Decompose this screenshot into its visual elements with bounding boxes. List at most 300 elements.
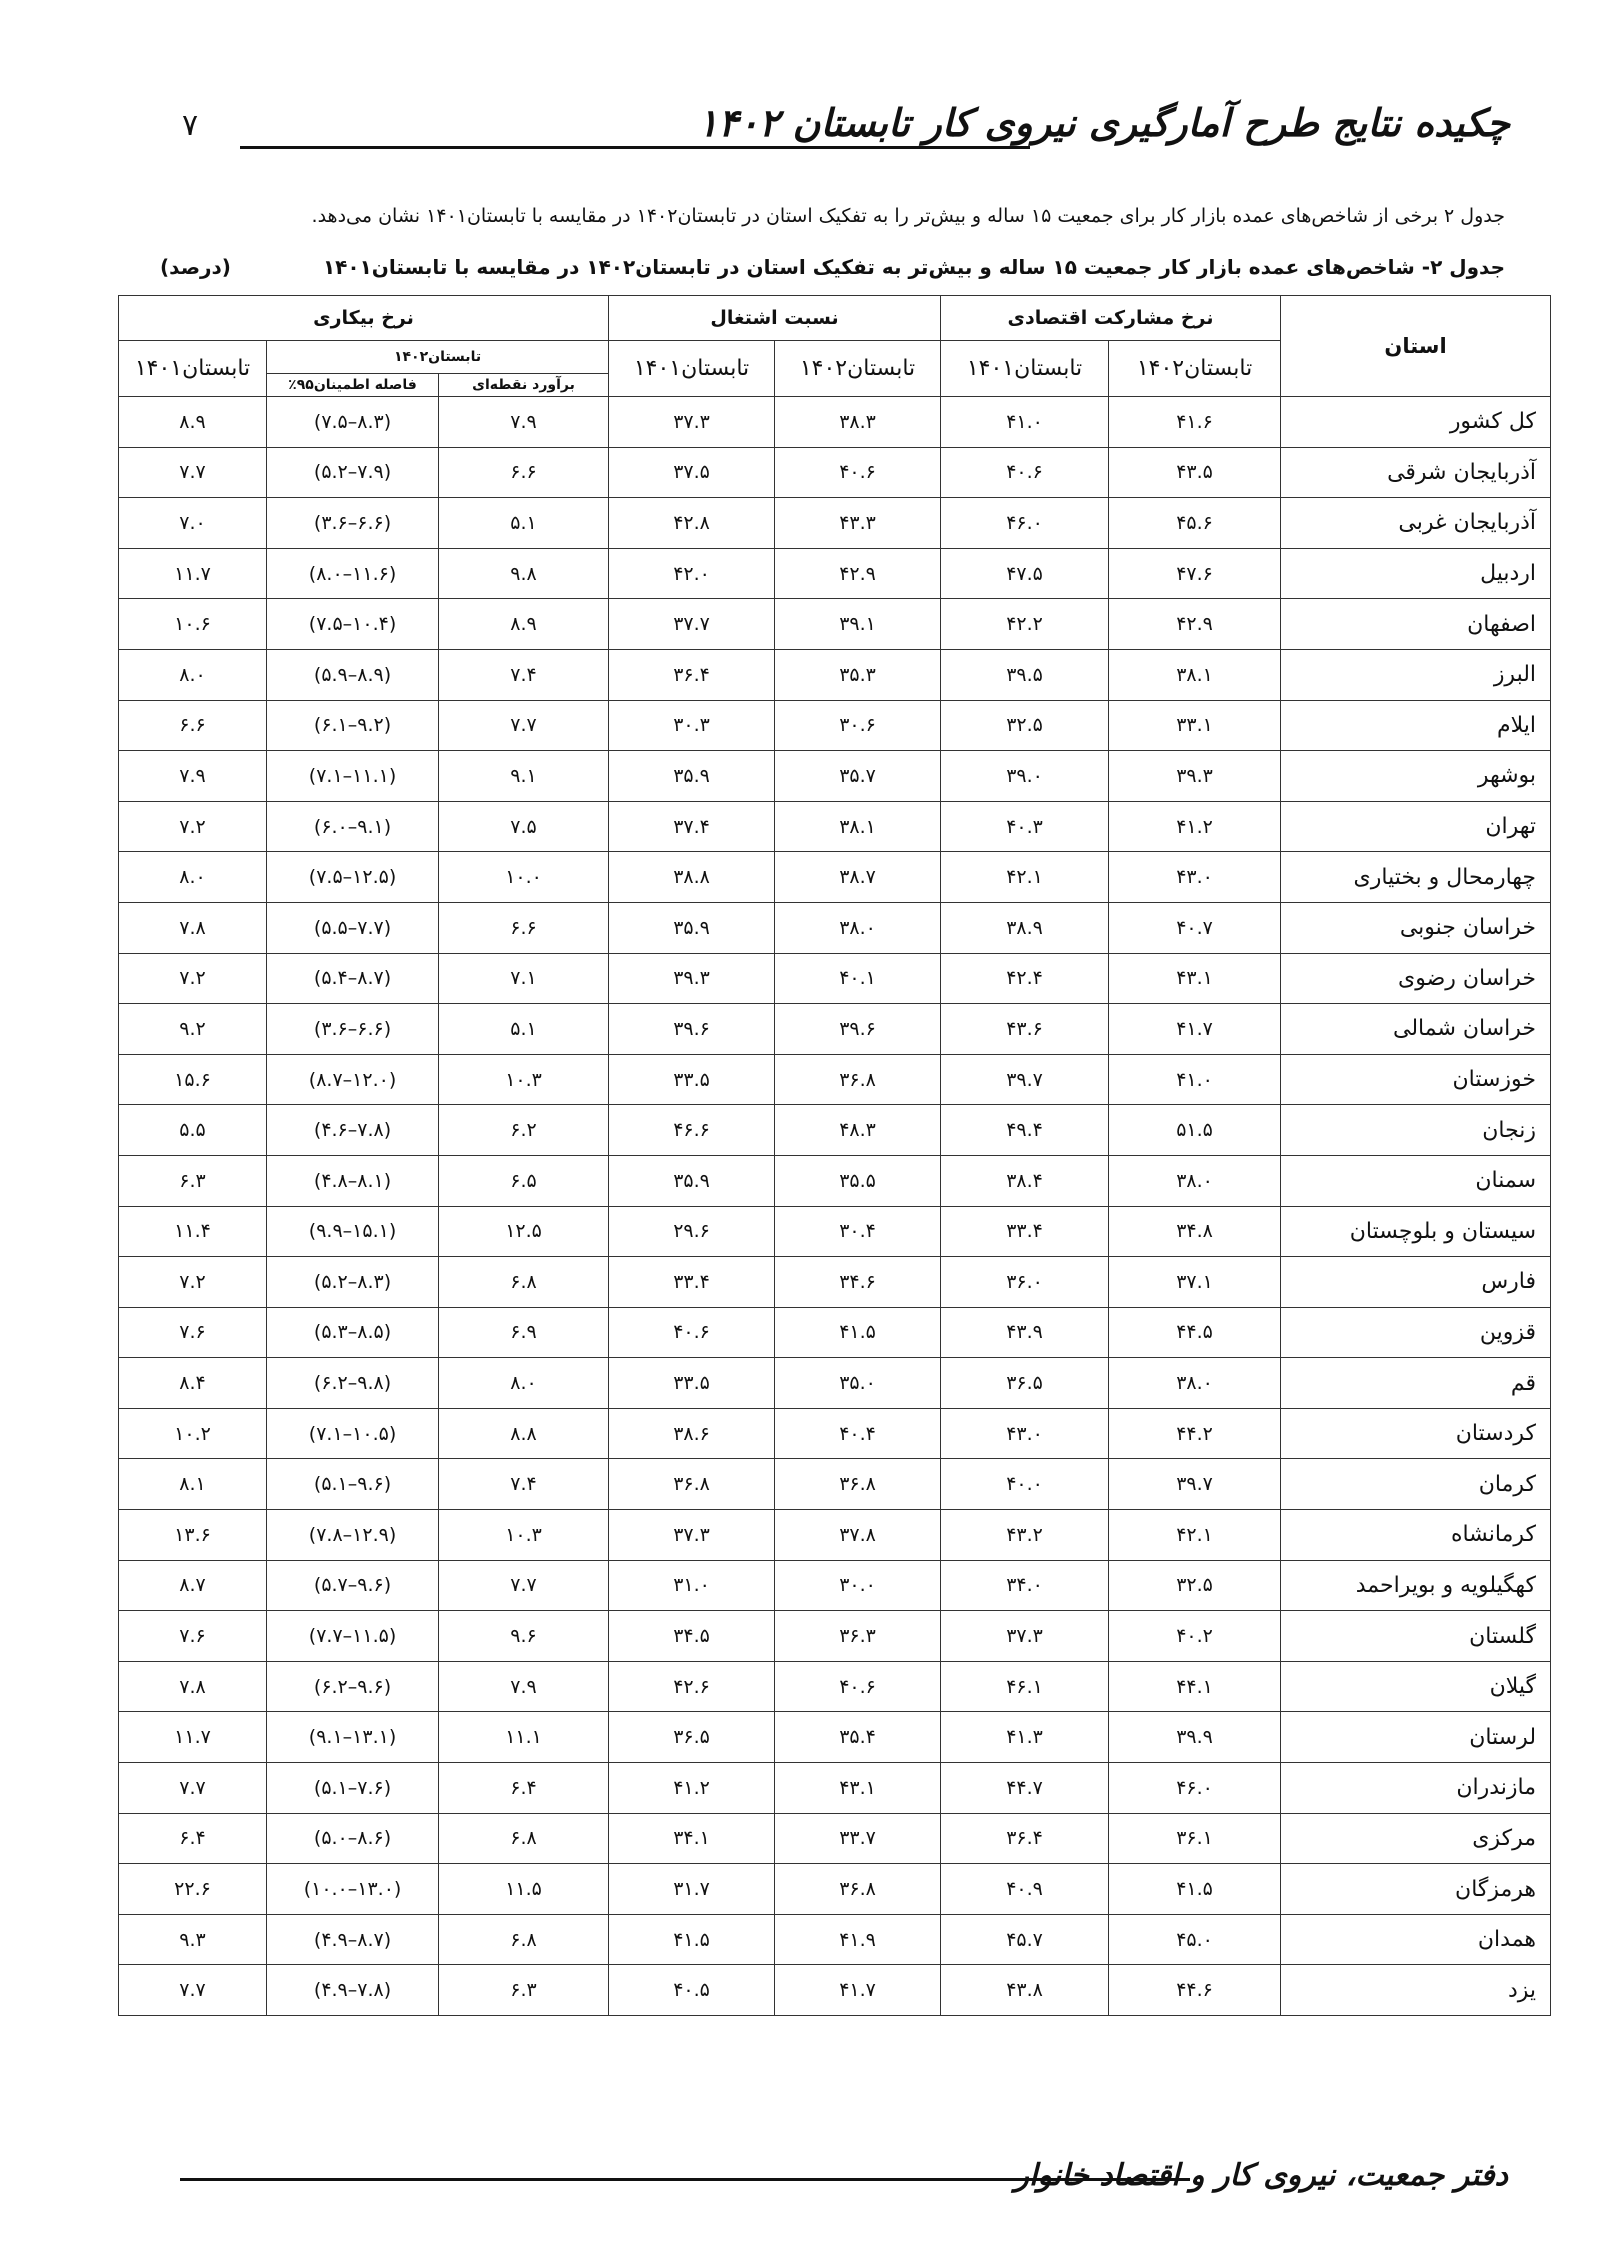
unemployment-1401-cell: ۸.۱ xyxy=(119,1459,267,1510)
participation-1401-cell: ۳۸.۴ xyxy=(941,1155,1109,1206)
intro-paragraph: جدول ۲ برخی از شاخص‌های عمده بازار کار برای جمعیت ۱۵ ساله و بیش‌تر را به تفکیک استان در تابستان۱۴۰۲ در مقایسه با تابستان۱۴۰۱ نشان می‌دهد. xyxy=(311,205,1505,227)
unemployment-point-cell: ۶.۲ xyxy=(439,1105,609,1156)
participation-1401-cell: ۴۳.۲ xyxy=(941,1510,1109,1561)
employment-1402-cell: ۳۸.۱ xyxy=(775,801,941,852)
employment-1401-cell: ۳۶.۵ xyxy=(609,1712,775,1763)
employment-1401-cell: ۳۹.۳ xyxy=(609,953,775,1004)
unemployment-ci-cell: (۱۵.۱–۹.۹) xyxy=(267,1206,439,1257)
participation-1402-cell: ۴۱.۷ xyxy=(1109,1004,1281,1055)
unemployment-point-cell: ۱۲.۵ xyxy=(439,1206,609,1257)
unemployment-point-cell: ۱۱.۵ xyxy=(439,1864,609,1915)
unemployment-point-cell: ۸.۹ xyxy=(439,599,609,650)
province-name: بوشهر xyxy=(1281,751,1551,802)
province-name: آذربایجان شرقی xyxy=(1281,447,1551,498)
employment-1401-cell: ۳۶.۸ xyxy=(609,1459,775,1510)
unemployment-point-cell: ۷.۴ xyxy=(439,1459,609,1510)
employment-1402-cell: ۴۳.۳ xyxy=(775,498,941,549)
employment-1401-cell: ۳۳.۵ xyxy=(609,1054,775,1105)
participation-1402-cell: ۳۳.۱ xyxy=(1109,700,1281,751)
participation-1401-cell: ۳۹.۵ xyxy=(941,649,1109,700)
unemployment-point-cell: ۱۰.۰ xyxy=(439,852,609,903)
unemployment-1401-cell: ۷.۲ xyxy=(119,801,267,852)
unemployment-point-cell: ۶.۴ xyxy=(439,1763,609,1814)
employment-1401-cell: ۴۰.۵ xyxy=(609,1965,775,2016)
province-name: مرکزی xyxy=(1281,1813,1551,1864)
unemployment-point-cell: ۷.۷ xyxy=(439,700,609,751)
unemployment-point-cell: ۶.۳ xyxy=(439,1965,609,2016)
header-participation-1402: تابستان۱۴۰۲ xyxy=(1109,341,1281,397)
province-name: سیستان و بلوچستان xyxy=(1281,1206,1551,1257)
employment-1402-cell: ۴۱.۵ xyxy=(775,1307,941,1358)
participation-1402-cell: ۴۰.۷ xyxy=(1109,902,1281,953)
participation-1402-cell: ۴۴.۵ xyxy=(1109,1307,1281,1358)
unemployment-1401-cell: ۸.۰ xyxy=(119,852,267,903)
unemployment-ci-cell: (۸.۷–۵.۴) xyxy=(267,953,439,1004)
employment-1401-cell: ۴۲.۸ xyxy=(609,498,775,549)
province-name: کردستان xyxy=(1281,1408,1551,1459)
employment-1402-cell: ۴۳.۱ xyxy=(775,1763,941,1814)
employment-1402-cell: ۳۸.۳ xyxy=(775,397,941,448)
table-row xyxy=(119,953,1551,1004)
employment-1402-cell: ۴۱.۹ xyxy=(775,1914,941,1965)
province-name: هرمزگان xyxy=(1281,1864,1551,1915)
unemployment-point-cell: ۶.۸ xyxy=(439,1914,609,1965)
participation-1401-cell: ۴۴.۷ xyxy=(941,1763,1109,1814)
unemployment-1401-cell: ۸.۴ xyxy=(119,1358,267,1409)
table-row xyxy=(119,1510,1551,1561)
unemployment-ci-cell: (۶.۶–۳.۶) xyxy=(267,498,439,549)
province-name: لرستان xyxy=(1281,1712,1551,1763)
participation-1401-cell: ۳۶.۰ xyxy=(941,1257,1109,1308)
unemployment-ci-cell: (۹.۶–۵.۷) xyxy=(267,1560,439,1611)
unemployment-point-cell: ۷.۹ xyxy=(439,1661,609,1712)
table-caption-unit: (درصد) xyxy=(160,255,231,279)
participation-1402-cell: ۴۶.۰ xyxy=(1109,1763,1281,1814)
unemployment-ci-cell: (۷.۸–۴.۶) xyxy=(267,1105,439,1156)
participation-1401-cell: ۳۶.۴ xyxy=(941,1813,1109,1864)
province-name: همدان xyxy=(1281,1914,1551,1965)
unemployment-ci-cell: (۱۳.۱–۹.۱) xyxy=(267,1712,439,1763)
unemployment-ci-cell: (۸.۵–۵.۳) xyxy=(267,1307,439,1358)
unemployment-1401-cell: ۷.۰ xyxy=(119,498,267,549)
unemployment-1401-cell: ۱۳.۶ xyxy=(119,1510,267,1561)
unemployment-1401-cell: ۱۵.۶ xyxy=(119,1054,267,1105)
employment-1401-cell: ۴۲.۶ xyxy=(609,1661,775,1712)
province-name: کهگیلویه و بویراحمد xyxy=(1281,1560,1551,1611)
table-row xyxy=(119,1661,1551,1712)
province-name: ایلام xyxy=(1281,700,1551,751)
employment-1401-cell: ۳۰.۳ xyxy=(609,700,775,751)
header-unemployment-1401: تابستان۱۴۰۱ xyxy=(119,341,267,397)
page-number: ۷ xyxy=(182,108,199,143)
participation-1401-cell: ۴۳.۶ xyxy=(941,1004,1109,1055)
participation-1401-cell: ۳۸.۹ xyxy=(941,902,1109,953)
participation-1402-cell: ۳۴.۸ xyxy=(1109,1206,1281,1257)
unemployment-ci-cell: (۹.۶–۵.۱) xyxy=(267,1459,439,1510)
participation-1402-cell: ۴۴.۱ xyxy=(1109,1661,1281,1712)
table-row xyxy=(119,1459,1551,1510)
unemployment-ci-cell: (۱۱.۶–۸.۰) xyxy=(267,548,439,599)
header-confidence-interval: فاصله اطمینان۹۵٪ xyxy=(267,374,439,397)
table-row xyxy=(119,498,1551,549)
employment-1402-cell: ۳۵.۰ xyxy=(775,1358,941,1409)
unemployment-ci-cell: (۸.۱–۴.۸) xyxy=(267,1155,439,1206)
employment-1401-cell: ۳۳.۵ xyxy=(609,1358,775,1409)
unemployment-1401-cell: ۱۱.۷ xyxy=(119,1712,267,1763)
unemployment-ci-cell: (۸.۳–۷.۵) xyxy=(267,397,439,448)
participation-1401-cell: ۴۲.۱ xyxy=(941,852,1109,903)
province-name: مازندران xyxy=(1281,1763,1551,1814)
participation-1401-cell: ۴۳.۸ xyxy=(941,1965,1109,2016)
employment-1401-cell: ۴۲.۰ xyxy=(609,548,775,599)
table-row xyxy=(119,1813,1551,1864)
participation-1402-cell: ۴۵.۶ xyxy=(1109,498,1281,549)
employment-1401-cell: ۳۸.۶ xyxy=(609,1408,775,1459)
table-row xyxy=(119,397,1551,448)
unemployment-1401-cell: ۹.۲ xyxy=(119,1004,267,1055)
labor-market-table xyxy=(118,295,1551,2016)
unemployment-1401-cell: ۱۱.۴ xyxy=(119,1206,267,1257)
participation-1402-cell: ۳۹.۹ xyxy=(1109,1712,1281,1763)
participation-1402-cell: ۳۹.۷ xyxy=(1109,1459,1281,1510)
province-name: قم xyxy=(1281,1358,1551,1409)
unemployment-1401-cell: ۷.۶ xyxy=(119,1307,267,1358)
unemployment-1401-cell: ۸.۷ xyxy=(119,1560,267,1611)
employment-1402-cell: ۳۵.۴ xyxy=(775,1712,941,1763)
employment-1401-cell: ۴۰.۶ xyxy=(609,1307,775,1358)
table-row xyxy=(119,1307,1551,1358)
province-name: قزوین xyxy=(1281,1307,1551,1358)
participation-1402-cell: ۴۲.۱ xyxy=(1109,1510,1281,1561)
employment-1402-cell: ۳۰.۰ xyxy=(775,1560,941,1611)
employment-1402-cell: ۳۵.۷ xyxy=(775,751,941,802)
employment-1402-cell: ۳۴.۶ xyxy=(775,1257,941,1308)
header-point-estimate: برآورد نقطه‌ای xyxy=(439,374,609,397)
unemployment-ci-cell: (۹.۶–۶.۲) xyxy=(267,1661,439,1712)
table-row xyxy=(119,1914,1551,1965)
participation-1402-cell: ۳۹.۳ xyxy=(1109,751,1281,802)
header-employment-ratio: نسبت اشتغال xyxy=(609,296,941,341)
participation-1402-cell: ۴۰.۲ xyxy=(1109,1611,1281,1662)
employment-1402-cell: ۴۸.۳ xyxy=(775,1105,941,1156)
unemployment-point-cell: ۹.۶ xyxy=(439,1611,609,1662)
employment-1401-cell: ۳۵.۹ xyxy=(609,1155,775,1206)
employment-1401-cell: ۳۵.۹ xyxy=(609,902,775,953)
employment-1402-cell: ۴۰.۴ xyxy=(775,1408,941,1459)
unemployment-ci-cell: (۱۰.۴–۷.۵) xyxy=(267,599,439,650)
participation-1401-cell: ۳۴.۰ xyxy=(941,1560,1109,1611)
unemployment-1401-cell: ۱۱.۷ xyxy=(119,548,267,599)
unemployment-1401-cell: ۸.۹ xyxy=(119,397,267,448)
table-row xyxy=(119,700,1551,751)
employment-1401-cell: ۳۷.۵ xyxy=(609,447,775,498)
unemployment-1401-cell: ۷.۷ xyxy=(119,1763,267,1814)
unemployment-ci-cell: (۷.۶–۵.۱) xyxy=(267,1763,439,1814)
employment-1402-cell: ۳۹.۶ xyxy=(775,1004,941,1055)
participation-1402-cell: ۳۸.۰ xyxy=(1109,1358,1281,1409)
unemployment-1401-cell: ۷.۷ xyxy=(119,1965,267,2016)
employment-1402-cell: ۳۷.۸ xyxy=(775,1510,941,1561)
employment-1402-cell: ۳۶.۳ xyxy=(775,1611,941,1662)
province-name: کرمانشاه xyxy=(1281,1510,1551,1561)
province-name: اصفهان xyxy=(1281,599,1551,650)
table-row xyxy=(119,801,1551,852)
province-name: کل کشور xyxy=(1281,397,1551,448)
participation-1401-cell: ۴۱.۰ xyxy=(941,397,1109,448)
participation-1401-cell: ۴۶.۰ xyxy=(941,498,1109,549)
table-row xyxy=(119,599,1551,650)
unemployment-point-cell: ۱۰.۳ xyxy=(439,1054,609,1105)
unemployment-1401-cell: ۹.۳ xyxy=(119,1914,267,1965)
province-name: فارس xyxy=(1281,1257,1551,1308)
province-name: خوزستان xyxy=(1281,1054,1551,1105)
table-row xyxy=(119,1408,1551,1459)
employment-1402-cell: ۳۸.۷ xyxy=(775,852,941,903)
province-name: خراسان شمالی xyxy=(1281,1004,1551,1055)
employment-1402-cell: ۳۶.۸ xyxy=(775,1054,941,1105)
unemployment-ci-cell: (۹.۸–۶.۲) xyxy=(267,1358,439,1409)
employment-1401-cell: ۳۱.۰ xyxy=(609,1560,775,1611)
table-row xyxy=(119,548,1551,599)
employment-1402-cell: ۳۹.۱ xyxy=(775,599,941,650)
employment-1402-cell: ۴۲.۹ xyxy=(775,548,941,599)
table-caption-title: جدول ۲- شاخص‌های عمده بازار کار جمعیت ۱۵ ساله و بیش‌تر به تفکیک استان در تابستان۱۴۰۲ در مقایسه با تابستان۱۴۰۱ xyxy=(322,255,1505,279)
header-unemployment: نرخ بیکاری xyxy=(119,296,609,341)
employment-1402-cell: ۳۳.۷ xyxy=(775,1813,941,1864)
participation-1401-cell: ۴۰.۶ xyxy=(941,447,1109,498)
participation-1402-cell: ۴۴.۲ xyxy=(1109,1408,1281,1459)
province-name: زنجان xyxy=(1281,1105,1551,1156)
unemployment-1401-cell: ۶.۶ xyxy=(119,700,267,751)
unemployment-ci-cell: (۸.۳–۵.۲) xyxy=(267,1257,439,1308)
participation-1401-cell: ۴۲.۴ xyxy=(941,953,1109,1004)
unemployment-1401-cell: ۵.۵ xyxy=(119,1105,267,1156)
participation-1401-cell: ۴۳.۹ xyxy=(941,1307,1109,1358)
table-row xyxy=(119,1105,1551,1156)
participation-1401-cell: ۳۹.۷ xyxy=(941,1054,1109,1105)
participation-1402-cell: ۴۱.۰ xyxy=(1109,1054,1281,1105)
participation-1402-cell: ۴۷.۶ xyxy=(1109,548,1281,599)
unemployment-1401-cell: ۷.۷ xyxy=(119,447,267,498)
unemployment-ci-cell: (۹.۲–۶.۱) xyxy=(267,700,439,751)
participation-1401-cell: ۴۵.۷ xyxy=(941,1914,1109,1965)
unemployment-ci-cell: (۱۲.۹–۷.۸) xyxy=(267,1510,439,1561)
unemployment-point-cell: ۵.۱ xyxy=(439,498,609,549)
table-row xyxy=(119,1358,1551,1409)
participation-1401-cell: ۴۶.۱ xyxy=(941,1661,1109,1712)
unemployment-ci-cell: (۷.۹–۵.۲) xyxy=(267,447,439,498)
employment-1401-cell: ۴۶.۶ xyxy=(609,1105,775,1156)
header-province: استان xyxy=(1281,296,1551,397)
employment-1402-cell: ۳۰.۶ xyxy=(775,700,941,751)
employment-1401-cell: ۳۹.۶ xyxy=(609,1004,775,1055)
employment-1402-cell: ۳۰.۴ xyxy=(775,1206,941,1257)
employment-1401-cell: ۳۷.۴ xyxy=(609,801,775,852)
employment-1401-cell: ۳۵.۹ xyxy=(609,751,775,802)
unemployment-point-cell: ۶.۹ xyxy=(439,1307,609,1358)
unemployment-ci-cell: (۶.۶–۳.۶) xyxy=(267,1004,439,1055)
unemployment-1401-cell: ۷.۲ xyxy=(119,953,267,1004)
unemployment-ci-cell: (۸.۶–۵.۰) xyxy=(267,1813,439,1864)
unemployment-1401-cell: ۲۲.۶ xyxy=(119,1864,267,1915)
participation-1402-cell: ۳۷.۱ xyxy=(1109,1257,1281,1308)
participation-1401-cell: ۴۷.۵ xyxy=(941,548,1109,599)
participation-1402-cell: ۴۱.۶ xyxy=(1109,397,1281,448)
participation-1401-cell: ۳۹.۰ xyxy=(941,751,1109,802)
unemployment-point-cell: ۶.۶ xyxy=(439,447,609,498)
employment-1402-cell: ۳۶.۸ xyxy=(775,1864,941,1915)
province-name: چهارمحال و بختیاری xyxy=(1281,852,1551,903)
participation-1401-cell: ۳۲.۵ xyxy=(941,700,1109,751)
employment-1401-cell: ۳۳.۴ xyxy=(609,1257,775,1308)
unemployment-1401-cell: ۷.۹ xyxy=(119,751,267,802)
province-name: اردبیل xyxy=(1281,548,1551,599)
header-participation-1401: تابستان۱۴۰۱ xyxy=(941,341,1109,397)
unemployment-ci-cell: (۷.۸–۴.۹) xyxy=(267,1965,439,2016)
unemployment-point-cell: ۸.۰ xyxy=(439,1358,609,1409)
participation-1402-cell: ۴۳.۵ xyxy=(1109,447,1281,498)
unemployment-1401-cell: ۷.۶ xyxy=(119,1611,267,1662)
participation-1401-cell: ۴۰.۳ xyxy=(941,801,1109,852)
unemployment-point-cell: ۶.۸ xyxy=(439,1813,609,1864)
participation-1402-cell: ۳۸.۰ xyxy=(1109,1155,1281,1206)
employment-1402-cell: ۳۵.۵ xyxy=(775,1155,941,1206)
participation-1402-cell: ۴۳.۱ xyxy=(1109,953,1281,1004)
unemployment-1401-cell: ۷.۲ xyxy=(119,1257,267,1308)
participation-1402-cell: ۳۸.۱ xyxy=(1109,649,1281,700)
footer-rule xyxy=(180,2178,1190,2181)
unemployment-ci-cell: (۱۳.۰–۱۰.۰) xyxy=(267,1864,439,1915)
unemployment-point-cell: ۷.۷ xyxy=(439,1560,609,1611)
employment-1402-cell: ۴۰.۶ xyxy=(775,1661,941,1712)
table-row xyxy=(119,1864,1551,1915)
unemployment-point-cell: ۷.۱ xyxy=(439,953,609,1004)
table-row xyxy=(119,751,1551,802)
participation-1402-cell: ۳۲.۵ xyxy=(1109,1560,1281,1611)
table-row xyxy=(119,1054,1551,1105)
table-row xyxy=(119,649,1551,700)
unemployment-ci-cell: (۱۱.۱–۷.۱) xyxy=(267,751,439,802)
unemployment-point-cell: ۱۰.۳ xyxy=(439,1510,609,1561)
unemployment-ci-cell: (۱۰.۵–۷.۱) xyxy=(267,1408,439,1459)
employment-1401-cell: ۳۴.۵ xyxy=(609,1611,775,1662)
table-row xyxy=(119,1965,1551,2016)
unemployment-point-cell: ۶.۶ xyxy=(439,902,609,953)
participation-1401-cell: ۴۰.۰ xyxy=(941,1459,1109,1510)
employment-1402-cell: ۳۶.۸ xyxy=(775,1459,941,1510)
employment-1401-cell: ۴۱.۵ xyxy=(609,1914,775,1965)
unemployment-point-cell: ۷.۹ xyxy=(439,397,609,448)
employment-1401-cell: ۳۶.۴ xyxy=(609,649,775,700)
province-name: خراسان رضوی xyxy=(1281,953,1551,1004)
participation-1402-cell: ۴۱.۵ xyxy=(1109,1864,1281,1915)
unemployment-point-cell: ۷.۴ xyxy=(439,649,609,700)
participation-1402-cell: ۴۵.۰ xyxy=(1109,1914,1281,1965)
unemployment-ci-cell: (۸.۹–۵.۹) xyxy=(267,649,439,700)
employment-1401-cell: ۲۹.۶ xyxy=(609,1206,775,1257)
table-row xyxy=(119,1206,1551,1257)
table-row xyxy=(119,1004,1551,1055)
unemployment-1401-cell: ۸.۰ xyxy=(119,649,267,700)
employment-1401-cell: ۳۱.۷ xyxy=(609,1864,775,1915)
table-row xyxy=(119,1611,1551,1662)
table-row xyxy=(119,902,1551,953)
report-title: چکیده نتایج طرح آمارگیری نیروی کار تابستان ۱۴۰۲ xyxy=(697,100,1510,145)
province-name: البرز xyxy=(1281,649,1551,700)
employment-1401-cell: ۳۷.۳ xyxy=(609,397,775,448)
participation-1402-cell: ۵۱.۵ xyxy=(1109,1105,1281,1156)
employment-1401-cell: ۳۷.۷ xyxy=(609,599,775,650)
participation-1401-cell: ۳۷.۳ xyxy=(941,1611,1109,1662)
province-name: گلستان xyxy=(1281,1611,1551,1662)
employment-1402-cell: ۴۱.۷ xyxy=(775,1965,941,2016)
unemployment-point-cell: ۷.۵ xyxy=(439,801,609,852)
participation-1401-cell: ۴۱.۳ xyxy=(941,1712,1109,1763)
unemployment-point-cell: ۶.۵ xyxy=(439,1155,609,1206)
employment-1401-cell: ۳۴.۱ xyxy=(609,1813,775,1864)
unemployment-1401-cell: ۱۰.۲ xyxy=(119,1408,267,1459)
participation-1401-cell: ۴۲.۲ xyxy=(941,599,1109,650)
employment-1401-cell: ۳۸.۸ xyxy=(609,852,775,903)
participation-1402-cell: ۳۶.۱ xyxy=(1109,1813,1281,1864)
header-unemployment-1402: تابستان۱۴۰۲ xyxy=(267,341,609,374)
unemployment-1401-cell: ۶.۴ xyxy=(119,1813,267,1864)
header-employment-1401: تابستان۱۴۰۱ xyxy=(609,341,775,397)
unemployment-1401-cell: ۶.۳ xyxy=(119,1155,267,1206)
unemployment-ci-cell: (۷.۷–۵.۵) xyxy=(267,902,439,953)
province-name: سمنان xyxy=(1281,1155,1551,1206)
unemployment-1401-cell: ۱۰.۶ xyxy=(119,599,267,650)
unemployment-1401-cell: ۷.۸ xyxy=(119,902,267,953)
participation-1401-cell: ۴۰.۹ xyxy=(941,1864,1109,1915)
participation-1401-cell: ۳۶.۵ xyxy=(941,1358,1109,1409)
participation-1401-cell: ۴۳.۰ xyxy=(941,1408,1109,1459)
unemployment-ci-cell: (۸.۷–۴.۹) xyxy=(267,1914,439,1965)
province-name: کرمان xyxy=(1281,1459,1551,1510)
unemployment-point-cell: ۱۱.۱ xyxy=(439,1712,609,1763)
province-name: تهران xyxy=(1281,801,1551,852)
unemployment-point-cell: ۵.۱ xyxy=(439,1004,609,1055)
header-rule xyxy=(240,146,1030,149)
table-row xyxy=(119,1712,1551,1763)
table-row xyxy=(119,1155,1551,1206)
table-row xyxy=(119,1257,1551,1308)
unemployment-point-cell: ۹.۸ xyxy=(439,548,609,599)
employment-1402-cell: ۳۵.۳ xyxy=(775,649,941,700)
unemployment-point-cell: ۶.۸ xyxy=(439,1257,609,1308)
participation-1401-cell: ۴۹.۴ xyxy=(941,1105,1109,1156)
unemployment-1401-cell: ۷.۸ xyxy=(119,1661,267,1712)
participation-1402-cell: ۴۲.۹ xyxy=(1109,599,1281,650)
employment-1402-cell: ۴۰.۱ xyxy=(775,953,941,1004)
unemployment-ci-cell: (۹.۱–۶.۰) xyxy=(267,801,439,852)
header-employment-1402: تابستان۱۴۰۲ xyxy=(775,341,941,397)
participation-1402-cell: ۴۴.۶ xyxy=(1109,1965,1281,2016)
province-name: گیلان xyxy=(1281,1661,1551,1712)
header-participation: نرخ مشارکت اقتصادی xyxy=(941,296,1281,341)
unemployment-ci-cell: (۱۲.۵–۷.۵) xyxy=(267,852,439,903)
employment-1401-cell: ۳۷.۳ xyxy=(609,1510,775,1561)
province-name: یزد xyxy=(1281,1965,1551,2016)
table-row xyxy=(119,1560,1551,1611)
participation-1402-cell: ۴۳.۰ xyxy=(1109,852,1281,903)
province-name: خراسان جنوبی xyxy=(1281,902,1551,953)
participation-1402-cell: ۴۱.۲ xyxy=(1109,801,1281,852)
table-row xyxy=(119,1763,1551,1814)
unemployment-point-cell: ۸.۸ xyxy=(439,1408,609,1459)
employment-1402-cell: ۳۸.۰ xyxy=(775,902,941,953)
participation-1401-cell: ۳۳.۴ xyxy=(941,1206,1109,1257)
